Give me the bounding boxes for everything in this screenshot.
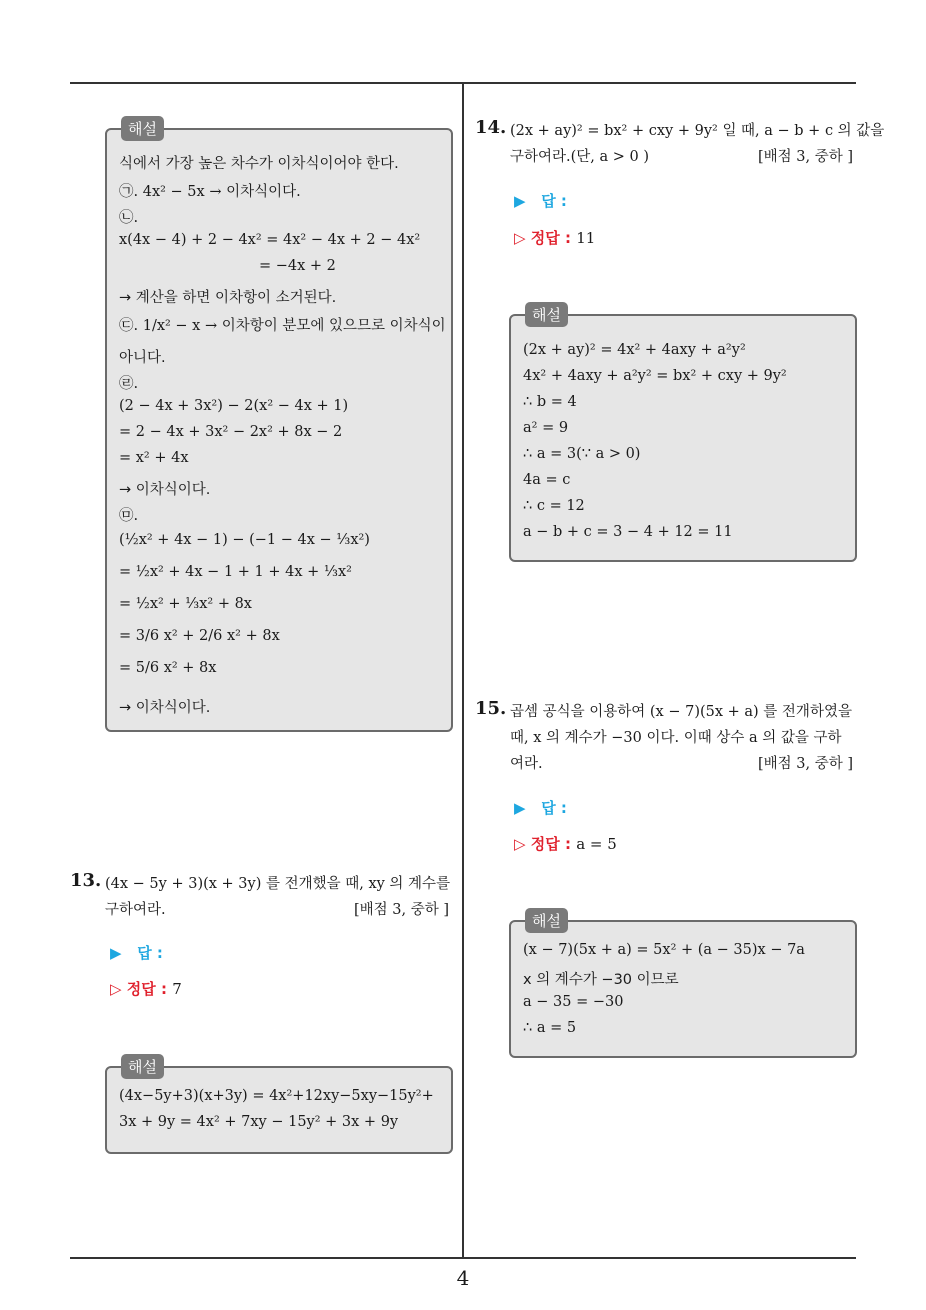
solution-line: ∴ a = 3(∵ a > 0) [523,446,641,462]
answer-label: 답 : [541,799,567,817]
play-triangle-icon: ▶ [110,944,122,962]
correct-label: 정답 : [530,229,571,247]
correct-value: a = 5 [576,835,617,853]
solution-line: 3x + 9y = 4x² + 7xy − 15y² + 3x + 9y [119,1114,399,1130]
solution-line: = ½x² + ⅓x² + 8x [119,596,252,612]
correct-value: 7 [172,980,182,998]
solution-tag: 해설 [121,1054,164,1079]
solution-line: ∴ c = 12 [523,498,585,514]
solution-line: ㉠. 4x² − 5x → 이차식이다. [119,184,301,200]
question-text: (2x + ay)² = bx² + cxy + 9y² 일 때, a − b + c 의 값을 [510,123,885,139]
solution-line: x 의 계수가 −30 이므로 [523,972,679,988]
question-number: 15. [475,698,507,719]
correct-answer-line [110,978,182,999]
correct-label: 정답 : [530,835,571,853]
solution-line: 아니다. [119,350,166,366]
solution-line: ∴ a = 5 [523,1020,577,1036]
question-text: 구하여라.(단, a > 0 ) [510,149,650,165]
question-number: 14. [475,117,507,138]
outline-triangle-icon: ▷ [514,229,526,247]
solution-line: x(4x − 4) + 2 − 4x² = 4x² − 4x + 2 − 4x² [119,232,421,248]
question-text: 때, x 의 계수가 −30 이다. 이때 상수 a 의 값을 구하 [510,730,842,746]
question-number: 13. [70,870,102,891]
question-score: [배점 3, 중하 ] [354,902,450,918]
q15-solution-box [509,912,857,1058]
solution-line: = x² + 4x [119,450,189,466]
solution-line: a − b + c = 3 − 4 + 12 = 11 [523,524,733,540]
answer-input-line[interactable] [514,190,567,211]
left-solution-box [105,120,453,732]
page-number: 4 [456,1266,470,1290]
question-text: (4x − 5y + 3)(x + 3y) 를 전개했을 때, xy 의 계수를 [105,876,451,892]
solution-line: ∴ b = 4 [523,394,577,410]
solution-line: = 2 − 4x + 3x² − 2x² + 8x − 2 [119,424,343,440]
solution-tag: 해설 [525,908,568,933]
question-score: [배점 3, 중하 ] [758,149,854,165]
correct-label: 정답 : [126,980,167,998]
bottom-rule [70,1257,856,1259]
question-score: [배점 3, 중하 ] [758,756,854,772]
solution-line: → 이차식이다. [119,482,211,498]
solution-line: a² = 9 [523,420,569,436]
solution-line: ㉤. [119,508,139,524]
answer-input-line[interactable] [110,942,163,963]
answer-label: 답 : [541,192,567,210]
play-triangle-icon: ▶ [514,192,526,210]
solution-line: 4x² + 4axy + a²y² = bx² + cxy + 9y² [523,368,787,384]
column-divider [462,84,464,1257]
answer-input-line[interactable] [514,797,567,818]
solution-tag: 해설 [121,116,164,141]
answer-label: 답 : [137,944,163,962]
solution-line: 4a = c [523,472,571,488]
solution-line: 식에서 가장 높은 차수가 이차식이어야 한다. [119,156,399,172]
correct-answer-line [514,227,595,248]
q14-solution-box [509,306,857,562]
solution-line: (4x−5y+3)(x+3y) = 4x²+12xy−5xy−15y²+ [119,1088,434,1104]
q13-solution-box [105,1058,453,1154]
solution-line: → 이차식이다. [119,700,211,716]
solution-line: = 5/6 x² + 8x [119,660,217,676]
solution-line: a − 35 = −30 [523,994,624,1010]
solution-line: = 3/6 x² + 2/6 x² + 8x [119,628,280,644]
solution-line: = −4x + 2 [259,258,336,274]
outline-triangle-icon: ▷ [514,835,526,853]
solution-line: = ½x² + 4x − 1 + 1 + 4x + ⅓x² [119,564,352,580]
solution-line: → 계산을 하면 이차항이 소거된다. [119,290,337,306]
solution-line: ㉣. [119,376,139,392]
solution-tag: 해설 [525,302,568,327]
solution-line: ㉡. [119,210,139,226]
solution-line: (½x² + 4x − 1) − (−1 − 4x − ⅓x²) [119,532,370,548]
correct-answer-line [514,833,617,854]
solution-line: (2 − 4x + 3x²) − 2(x² − 4x + 1) [119,398,349,414]
play-triangle-icon: ▶ [514,799,526,817]
question-text: 구하여라. [105,902,166,918]
solution-line: (2x + ay)² = 4x² + 4axy + a²y² [523,342,746,358]
solution-line: (x − 7)(5x + a) = 5x² + (a − 35)x − 7a [523,942,805,958]
solution-line: ㉢. 1/x² − x → 이차항이 분모에 있으므로 이차식이 [119,318,446,334]
question-text: 여라. [510,756,543,772]
outline-triangle-icon: ▷ [110,980,122,998]
correct-value: 11 [576,229,596,247]
question-text: 곱셈 공식을 이용하여 (x − 7)(5x + a) 를 전개하였을 [510,704,852,720]
